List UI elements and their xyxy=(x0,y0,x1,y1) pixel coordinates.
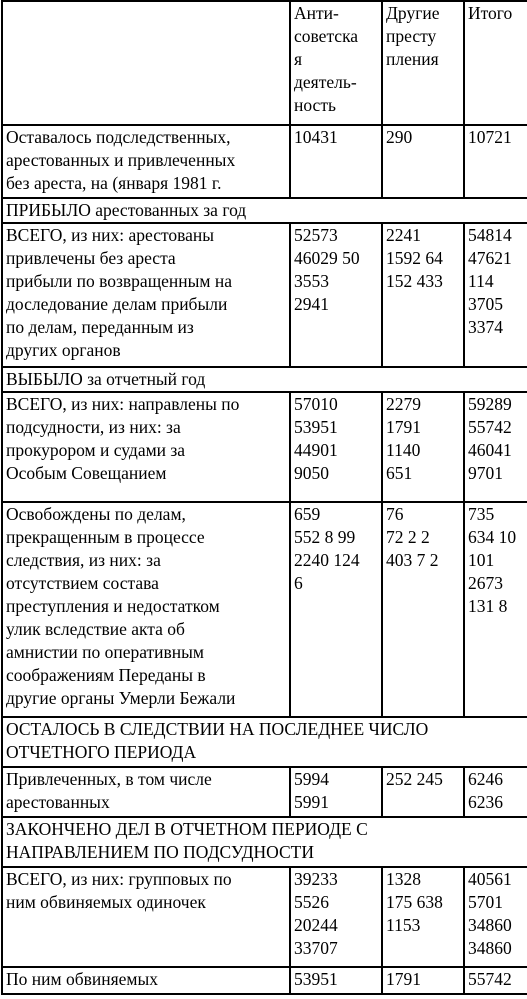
cell-total: 59289 55742 46041 9701 xyxy=(464,392,527,502)
header-total: Итого xyxy=(464,1,527,125)
row-label: ВСЕГО, из них: направлены по подсудности, из них: за прокурором и судами за Особым Совещанием xyxy=(2,392,290,502)
table-row xyxy=(2,767,527,817)
cell-other: 252 245 xyxy=(382,767,464,817)
statistics-table xyxy=(1,0,527,995)
cell-anti-soviet: 53951 xyxy=(290,967,382,994)
section-heading: ПРИБЫЛО арестованных за год xyxy=(2,198,527,223)
cell-other: 2241 1592 64 152 433 xyxy=(382,223,464,367)
cell-total: 55742 xyxy=(464,967,527,994)
cell-other: 1791 xyxy=(382,967,464,994)
table-row xyxy=(2,867,527,967)
row-label: По ним обвиняемых xyxy=(2,967,290,994)
cell-anti-soviet: 57010 53951 44901 9050 xyxy=(290,392,382,502)
section-row xyxy=(2,198,527,223)
cell-other: 2279 1791 1140 651 xyxy=(382,392,464,502)
table-row xyxy=(2,392,527,502)
section-heading: ВЫБЫЛО за отчетный год xyxy=(2,367,527,392)
cell-anti-soviet: 5994 5991 xyxy=(290,767,382,817)
cell-other: 76 72 2 2 403 7 2 xyxy=(382,502,464,717)
row-label: Освобождены по делам, прекращенным в процессе следствия, из них: за отсутствием состава преступления и недостатком улик вследствие акта об амнистии по оперативным соображениям Переданы в другие органы Умерли Бежали xyxy=(2,502,290,717)
table-row xyxy=(2,502,527,717)
section-heading: ОСТАЛОСЬ В СЛЕДСТВИИ НА ПОСЛЕДНЕЕ ЧИСЛО ОТЧЕТНОГО ПЕРИОДА xyxy=(2,717,527,767)
section-heading: ЗАКОНЧЕНО ДЕЛ В ОТЧЕТНОМ ПЕРИОДЕ С НАПРАВЛЕНИЕМ ПО ПОДСУДНОСТИ xyxy=(2,817,527,867)
cell-total: 54814 47621 114 3705 3374 xyxy=(464,223,527,367)
header-other-crimes: Другие престу пления xyxy=(382,1,464,125)
cell-anti-soviet: 39233 5526 20244 33707 xyxy=(290,867,382,967)
row-label: ВСЕГО, из них: арестованы привлечены без ареста прибыли по возвращенным на доследование делам прибыли по делам, переданным из других органов xyxy=(2,223,290,367)
table-row xyxy=(2,125,527,198)
header-anti-soviet: Анти- советска я деятель- ность xyxy=(290,1,382,125)
row-label: Привлеченных, в том числе арестованных xyxy=(2,767,290,817)
header-row xyxy=(2,1,527,125)
cell-total: 40561 5701 34860 34860 xyxy=(464,867,527,967)
cell-anti-soviet: 52573 46029 50 3553 2941 xyxy=(290,223,382,367)
row-label: ВСЕГО, из них: групповых по ним обвиняемых одиночек xyxy=(2,867,290,967)
header-empty-cell xyxy=(2,1,290,125)
cell-other: 1328 175 638 1153 xyxy=(382,867,464,967)
section-row xyxy=(2,367,527,392)
cell-anti-soviet: 10431 xyxy=(290,125,382,198)
cell-total: 735 634 10 101 2673 131 8 xyxy=(464,502,527,717)
cell-total: 10721 xyxy=(464,125,527,198)
table-row xyxy=(2,223,527,367)
cell-other: 290 xyxy=(382,125,464,198)
cell-anti-soviet: 659 552 8 99 2240 124 6 xyxy=(290,502,382,717)
row-label: Оставалось подследственных, арестованных и привлеченных без ареста, на (января 1981 г. xyxy=(2,125,290,198)
section-row xyxy=(2,717,527,767)
cell-total: 6246 6236 xyxy=(464,767,527,817)
section-row xyxy=(2,817,527,867)
table-row xyxy=(2,967,527,994)
